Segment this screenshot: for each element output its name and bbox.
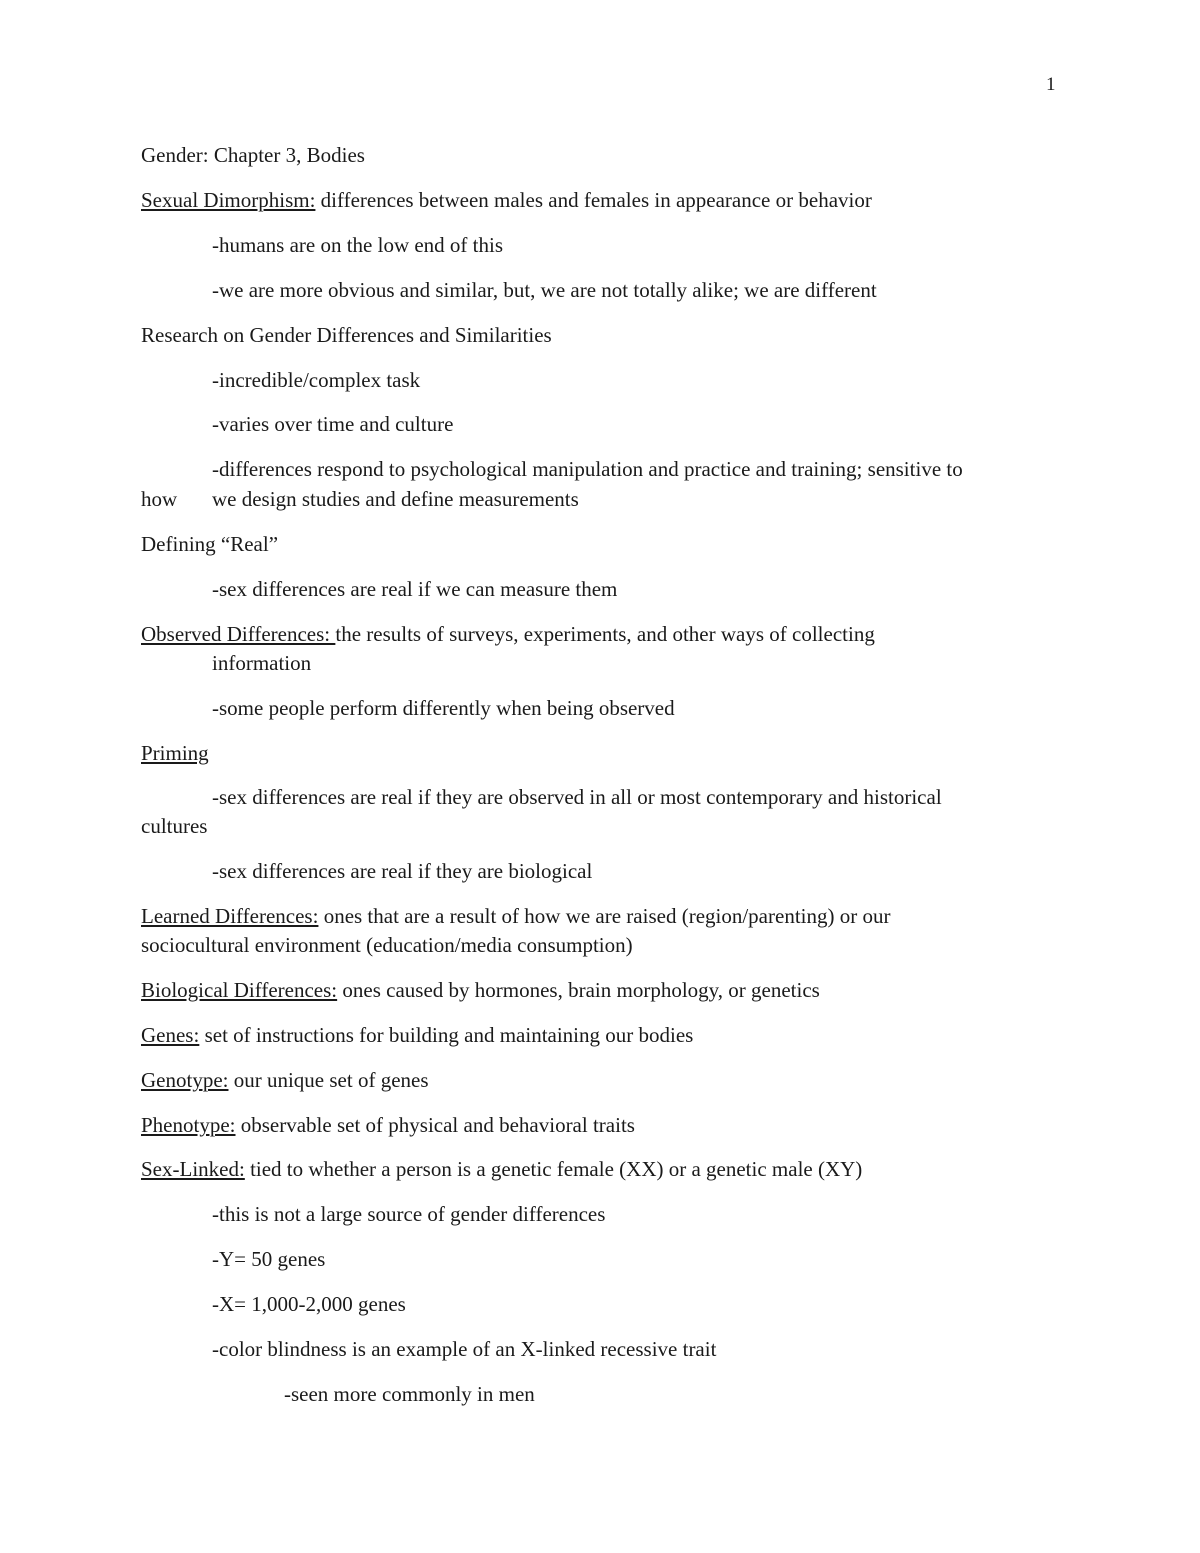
term-definition: differences between males and females in appearance or behavior — [315, 188, 872, 212]
page-number: 1 — [1046, 74, 1056, 95]
bullet-point: -some people perform differently when being observed — [212, 696, 675, 720]
bullet-point: -color blindness is an example of an X-linked recessive trait — [212, 1337, 717, 1361]
sex-linked-entry — [141, 1155, 1061, 1184]
term-label: Learned Differences: — [141, 904, 319, 928]
phenotype-entry — [141, 1111, 1061, 1140]
bullet-point: -we are more obvious and similar, but, we are not totally alike; we are different — [212, 278, 877, 302]
term-definition: ones that are a result of how we are raised (region/parenting) or our — [318, 904, 891, 928]
observed-differences-entry — [141, 620, 1061, 649]
sub-bullet-point: -seen more commonly in men — [284, 1382, 535, 1406]
term-definition: tied to whether a person is a genetic female (XX) or a genetic male (XY) — [244, 1157, 863, 1181]
definition-continuation: information — [212, 651, 312, 675]
bullet-point: -X= 1,000-2,000 genes — [212, 1292, 406, 1316]
term-label: Biological Differences: — [141, 978, 338, 1002]
biological-differences-entry — [141, 976, 1061, 1005]
section-heading: Research on Gender Differences and Similarities — [141, 323, 552, 347]
term-definition: our unique set of genes — [228, 1068, 429, 1092]
term-label: Genotype: — [141, 1068, 229, 1092]
genes-entry — [141, 1021, 1061, 1050]
learned-differences-entry — [141, 902, 1061, 931]
term-label: Phenotype: — [141, 1113, 236, 1137]
bullet-point: -sex differences are real if they are biological — [212, 859, 593, 883]
term-label: Observed Differences: — [141, 622, 336, 646]
term-label: Priming — [141, 741, 209, 765]
term-label: Sex-Linked: — [141, 1157, 245, 1181]
term-definition: set of instructions for building and maintaining our bodies — [199, 1023, 694, 1047]
genotype-entry — [141, 1066, 1061, 1095]
bullet-point: -sex differences are real if we can measure them — [212, 577, 618, 601]
definition-continuation: sociocultural environment (education/media consumption) — [141, 933, 633, 957]
bullet-point: -Y= 50 genes — [212, 1247, 326, 1271]
section-heading: Defining “Real” — [141, 532, 279, 556]
bullet-point: -differences respond to psychological manipulation and practice and training; sensitive to — [212, 457, 963, 481]
bullet-point: -incredible/complex task — [212, 368, 421, 392]
term-label: Genes: — [141, 1023, 200, 1047]
bullet-continuation: cultures — [141, 814, 208, 838]
term-definition: the results of surveys, experiments, and other ways of collecting — [335, 622, 875, 646]
bullet-continuation-word: how — [141, 487, 178, 511]
sexual-dimorphism-entry — [141, 186, 1061, 215]
term-definition: observable set of physical and behavioral traits — [235, 1113, 635, 1137]
priming-heading — [141, 739, 1061, 768]
document-title: Gender: Chapter 3, Bodies — [141, 143, 365, 167]
term-label: Sexual Dimorphism: — [141, 188, 316, 212]
bullet-point: -this is not a large source of gender differences — [212, 1202, 606, 1226]
bullet-point: -sex differences are real if they are observed in all or most contemporary and historical — [212, 785, 942, 809]
bullet-continuation: we design studies and define measurements — [212, 487, 579, 511]
term-definition: ones caused by hormones, brain morphology, or genetics — [337, 978, 820, 1002]
bullet-point: -humans are on the low end of this — [212, 233, 504, 257]
bullet-point: -varies over time and culture — [212, 412, 454, 436]
